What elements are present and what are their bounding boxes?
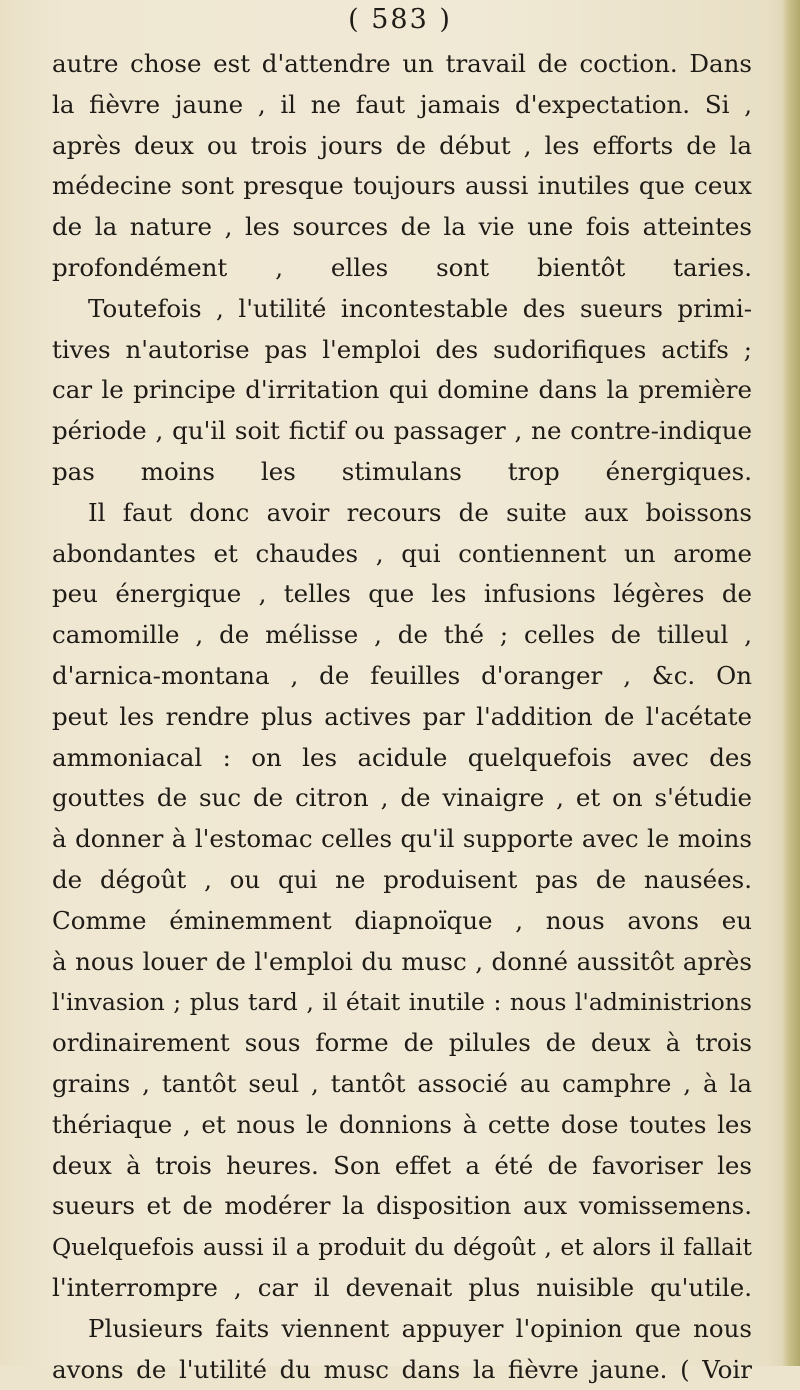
- text-line: Toutefois , l'utilité incontestable des sueurs primi-: [52, 289, 752, 330]
- text-line: la fièvre jaune , il ne faut jamais d'expectation. Si ,: [52, 85, 752, 126]
- page-edge-shadow: [782, 0, 800, 1366]
- text-line: gouttes de suc de citron , de vinaigre , et on s'étudie: [52, 778, 752, 819]
- text-line: peut les rendre plus actives par l'addition de l'acétate: [52, 697, 752, 738]
- text-line: camomille , de mélisse , de thé ; celles de tilleul ,: [52, 615, 752, 656]
- text-line: Comme éminemment diapnoïque , nous avons eu: [52, 901, 752, 942]
- text-line: Il faut donc avoir recours de suite aux boissons: [52, 493, 752, 534]
- text-line: sueurs et de modérer la disposition aux vomissemens.: [52, 1186, 752, 1227]
- text-line: tives n'autorise pas l'emploi des sudorifiques actifs ;: [52, 330, 752, 371]
- text-line: l'interrompre , car il devenait plus nuisible qu'utile.: [52, 1268, 752, 1309]
- text-line: ammoniacal : on les acidule quelquefois avec des: [52, 738, 752, 779]
- text-line: grains , tantôt seul , tantôt associé au camphre , à la: [52, 1064, 752, 1105]
- text-line: à nous louer de l'emploi du musc , donné aussitôt après: [52, 942, 752, 983]
- body-text: [52, 44, 752, 1390]
- text-line: abondantes et chaudes , qui contiennent un arome: [52, 534, 752, 575]
- text-line: thériaque , et nous le donnions à cette dose toutes les: [52, 1105, 752, 1146]
- text-line: médecine sont presque toujours aussi inutiles que ceux: [52, 166, 752, 207]
- text-line: autre chose est d'attendre un travail de coction. Dans: [52, 44, 752, 85]
- text-line: profondément , elles sont bientôt taries.: [52, 248, 752, 289]
- text-line: de dégoût , ou qui ne produisent pas de nausées.: [52, 860, 752, 901]
- text-line: car le principe d'irritation qui domine dans la première: [52, 370, 752, 411]
- text-line: Quelquefois aussi il a produit du dégoût , et alors il fallait: [52, 1227, 752, 1268]
- text-line: ordinairement sous forme de pilules de deux à trois: [52, 1023, 752, 1064]
- text-line: à donner à l'estomac celles qu'il supporte avec le moins: [52, 819, 752, 860]
- text-line: deux à trois heures. Son effet a été de favoriser les: [52, 1146, 752, 1187]
- text-line: avons de l'utilité du musc dans la fièvre jaune. ( Voir: [52, 1350, 752, 1390]
- text-line: d'arnica-montana , de feuilles d'oranger , &c. On: [52, 656, 752, 697]
- text-line: pas moins les stimulans trop énergiques.: [52, 452, 752, 493]
- page-number: ( 583 ): [0, 4, 800, 35]
- text-line: peu énergique , telles que les infusions légères de: [52, 574, 752, 615]
- text-line: de la nature , les sources de la vie une fois atteintes: [52, 207, 752, 248]
- text-line: période , qu'il soit fictif ou passager , ne contre-indique: [52, 411, 752, 452]
- text-line: Plusieurs faits viennent appuyer l'opinion que nous: [52, 1309, 752, 1350]
- text-line: après deux ou trois jours de début , les efforts de la: [52, 126, 752, 167]
- text-line: l'invasion ; plus tard , il était inutile : nous l'administrions: [52, 982, 752, 1023]
